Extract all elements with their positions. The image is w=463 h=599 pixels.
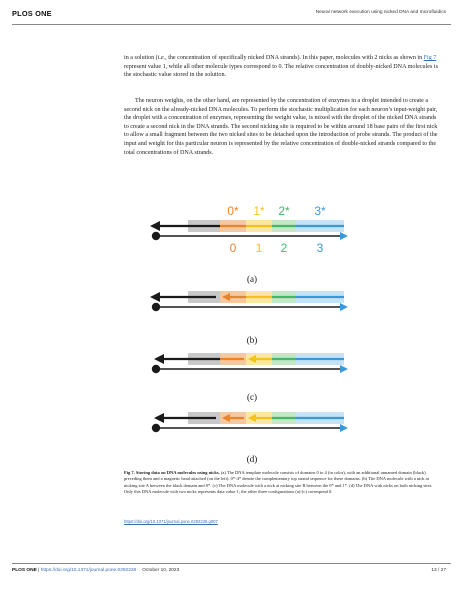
footer-divider [12,563,451,564]
footer-journal: PLOS ONE [12,568,37,573]
caption-text: (a) The DNA template molecule consists of domains 0 to 4 (in color), with an additional unnamed domain (black) preceding them and a magnetic bead attached (on the left). 0*-4* denote the complementary top strand sequence for these domains. (b) The DNA molecule with a nick at nicking site A between the black domain and 0*. (c) The DNA molecule with a nick at nicking site B between the 0* and 1*. (d) The DNA with nicks on both nicking sites. Only this DNA molecule with two nicks represents data value 1; the other three configurations (a)-(c) correspond 0. [124,470,433,494]
caption-title: Fig 7. Storing data on DNA molecules using nicks. [124,470,220,475]
panel-label-a: (a) [247,274,257,284]
footer-doi-link[interactable]: https://doi.org/10.1371/journal.pone.0292228 [40,568,137,573]
footer-citation [12,568,179,573]
domain3-bottom-label: 3 [316,241,324,255]
paragraph-1-ie: i.e. [157,55,166,61]
panel-c-diagram [152,353,348,373]
domain3-top-label: 3* [314,204,326,218]
panel-label-c: (c) [247,392,257,402]
paragraph-1 [124,54,442,80]
paragraph-2: The neuron weights, on the other hand, are represented by the concentration of enzymes in a droplet intended to create a second nick on the already-nicked DNA molecules. To perform the stochastic multiplication for each neuron’s input-weight pair, the droplet with a concentration of enzymes, representing the weight value, is mixed with the droplet of the nicked DNA strands to create a second nick in the DNA strands. The second nicking site is required to be within around 18 base pairs of the first nick to allow a small fragment between the two nicked sites to be detached upon the introduction of probe strands. The product of the input and weight for this particular neuron is represented by the relative concentration of double-nicked strands compared to the total concentrations of DNA strands. [124,98,438,156]
domain0-top-label: 0* [227,204,239,218]
panel-label-d: (d) [246,454,258,464]
domain2-top-label: 2* [278,204,290,218]
domain1-bottom-label: 1 [255,241,263,255]
paragraph-1-text-c: represent value 1, while all other molecule types correspond to 0. The relative concentration of doubly-nicked DNA molecules is the stochastic value stored in the solution. [124,63,438,79]
page-number: 13 / 27 [431,568,446,573]
header-divider [12,24,451,25]
figure-caption [124,470,442,495]
footer-separator: | [36,568,41,573]
figure-7 [148,198,356,474]
panel-b-diagram [150,291,348,311]
panel-d-diagram [152,412,348,432]
footer-date: October 10, 2023 [142,568,180,573]
figure-7-link[interactable]: Fig 7 [423,55,437,61]
paragraph-1-text-a: in a solution ( [124,55,158,61]
panel-a-diagram [150,204,348,255]
running-title: Neural network execution using nicked DNA and microfluidics [315,10,446,15]
domain2-bottom-label: 2 [280,241,288,255]
figure-doi-link[interactable]: https://doi.org/10.1371/journal.pone.0292228.g007 [124,519,218,524]
journal-logo: PLOS ONE [12,9,52,18]
domain0-bottom-label: 0 [229,241,237,255]
domain1-top-label: 1* [253,204,265,218]
paragraph-1-text-b: , the concentration of specifically nicked DNA strands). In this paper, molecules with 2 nicks as shown in [165,55,424,61]
panel-label-b: (b) [246,335,258,345]
